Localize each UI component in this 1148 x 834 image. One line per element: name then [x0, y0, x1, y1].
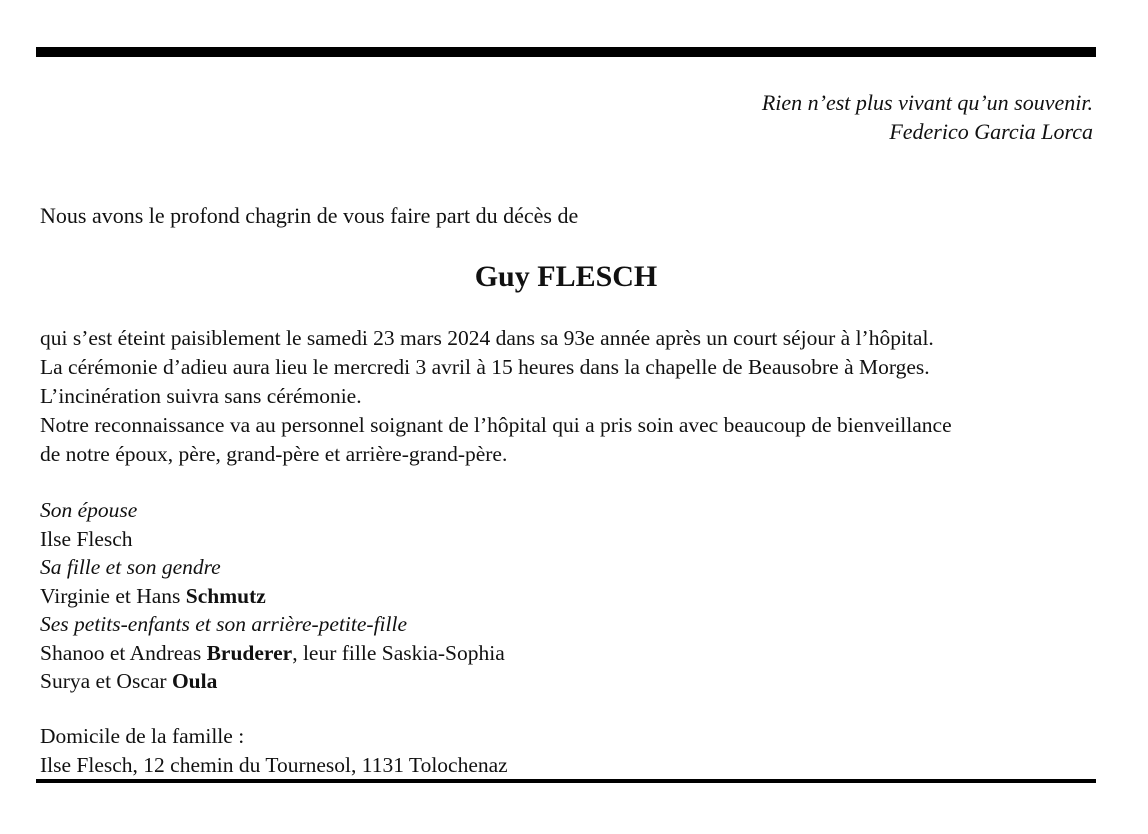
daughter-surname: Schmutz	[185, 583, 266, 608]
grandchild-entry	[40, 667, 505, 696]
grandchild-entry	[40, 639, 505, 668]
grandchild2-names: Surya et Oscar	[40, 669, 172, 693]
body-line: La cérémonie d’adieu aura lieu le mercredi 3 avril à 15 heures dans la chapelle de Beausobre à Morges.	[40, 355, 930, 379]
body-line: qui s’est éteint paisiblement le samedi 23 mars 2024 dans sa 93e année après un court séjour à l’hôpital.	[40, 326, 934, 350]
daughter-role: Sa fille et son gendre	[40, 555, 221, 579]
grandchild2-surname: Oula	[171, 669, 218, 693]
announcement-body	[40, 324, 1110, 469]
daughter-names: Virginie et Hans	[40, 583, 186, 608]
deceased-name: Guy FLESCH	[474, 260, 658, 293]
body-line: L’incinération suivra sans cérémonie.	[40, 384, 362, 408]
grandchildren-role: Ses petits-enfants et son arrière-petite-fille	[40, 612, 408, 636]
domicile-label: Domicile de la famille :	[40, 724, 245, 748]
announcement-intro: Nous avons le profond chagrin de vous faire part du décès de	[40, 203, 579, 228]
epigraph	[762, 88, 1093, 146]
family-list	[40, 496, 505, 696]
spouse-name: Ilse Flesch	[40, 526, 133, 551]
daughter-entry	[40, 582, 505, 611]
top-rule	[36, 47, 1096, 57]
family-domicile	[40, 722, 508, 780]
bottom-rule	[36, 779, 1096, 783]
grandchild1-suffix: , leur fille Saskia-Sophia	[292, 640, 505, 665]
grandchild1-surname: Bruderer	[206, 640, 293, 665]
epigraph-author: Federico Garcia Lorca	[889, 119, 1093, 144]
domicile-address: Ilse Flesch, 12 chemin du Tournesol, 1131 Tolochenaz	[40, 753, 508, 777]
body-line: de notre époux, père, grand-père et arrière-grand-père.	[40, 442, 508, 466]
body-line: Notre reconnaissance va au personnel soignant de l’hôpital qui a pris soin avec beaucoup de bienveillance	[40, 413, 952, 437]
spouse-role: Son épouse	[40, 498, 138, 522]
grandchild1-names: Shanoo et Andreas	[40, 640, 207, 665]
epigraph-quote: Rien n’est plus vivant qu’un souvenir.	[761, 90, 1093, 115]
